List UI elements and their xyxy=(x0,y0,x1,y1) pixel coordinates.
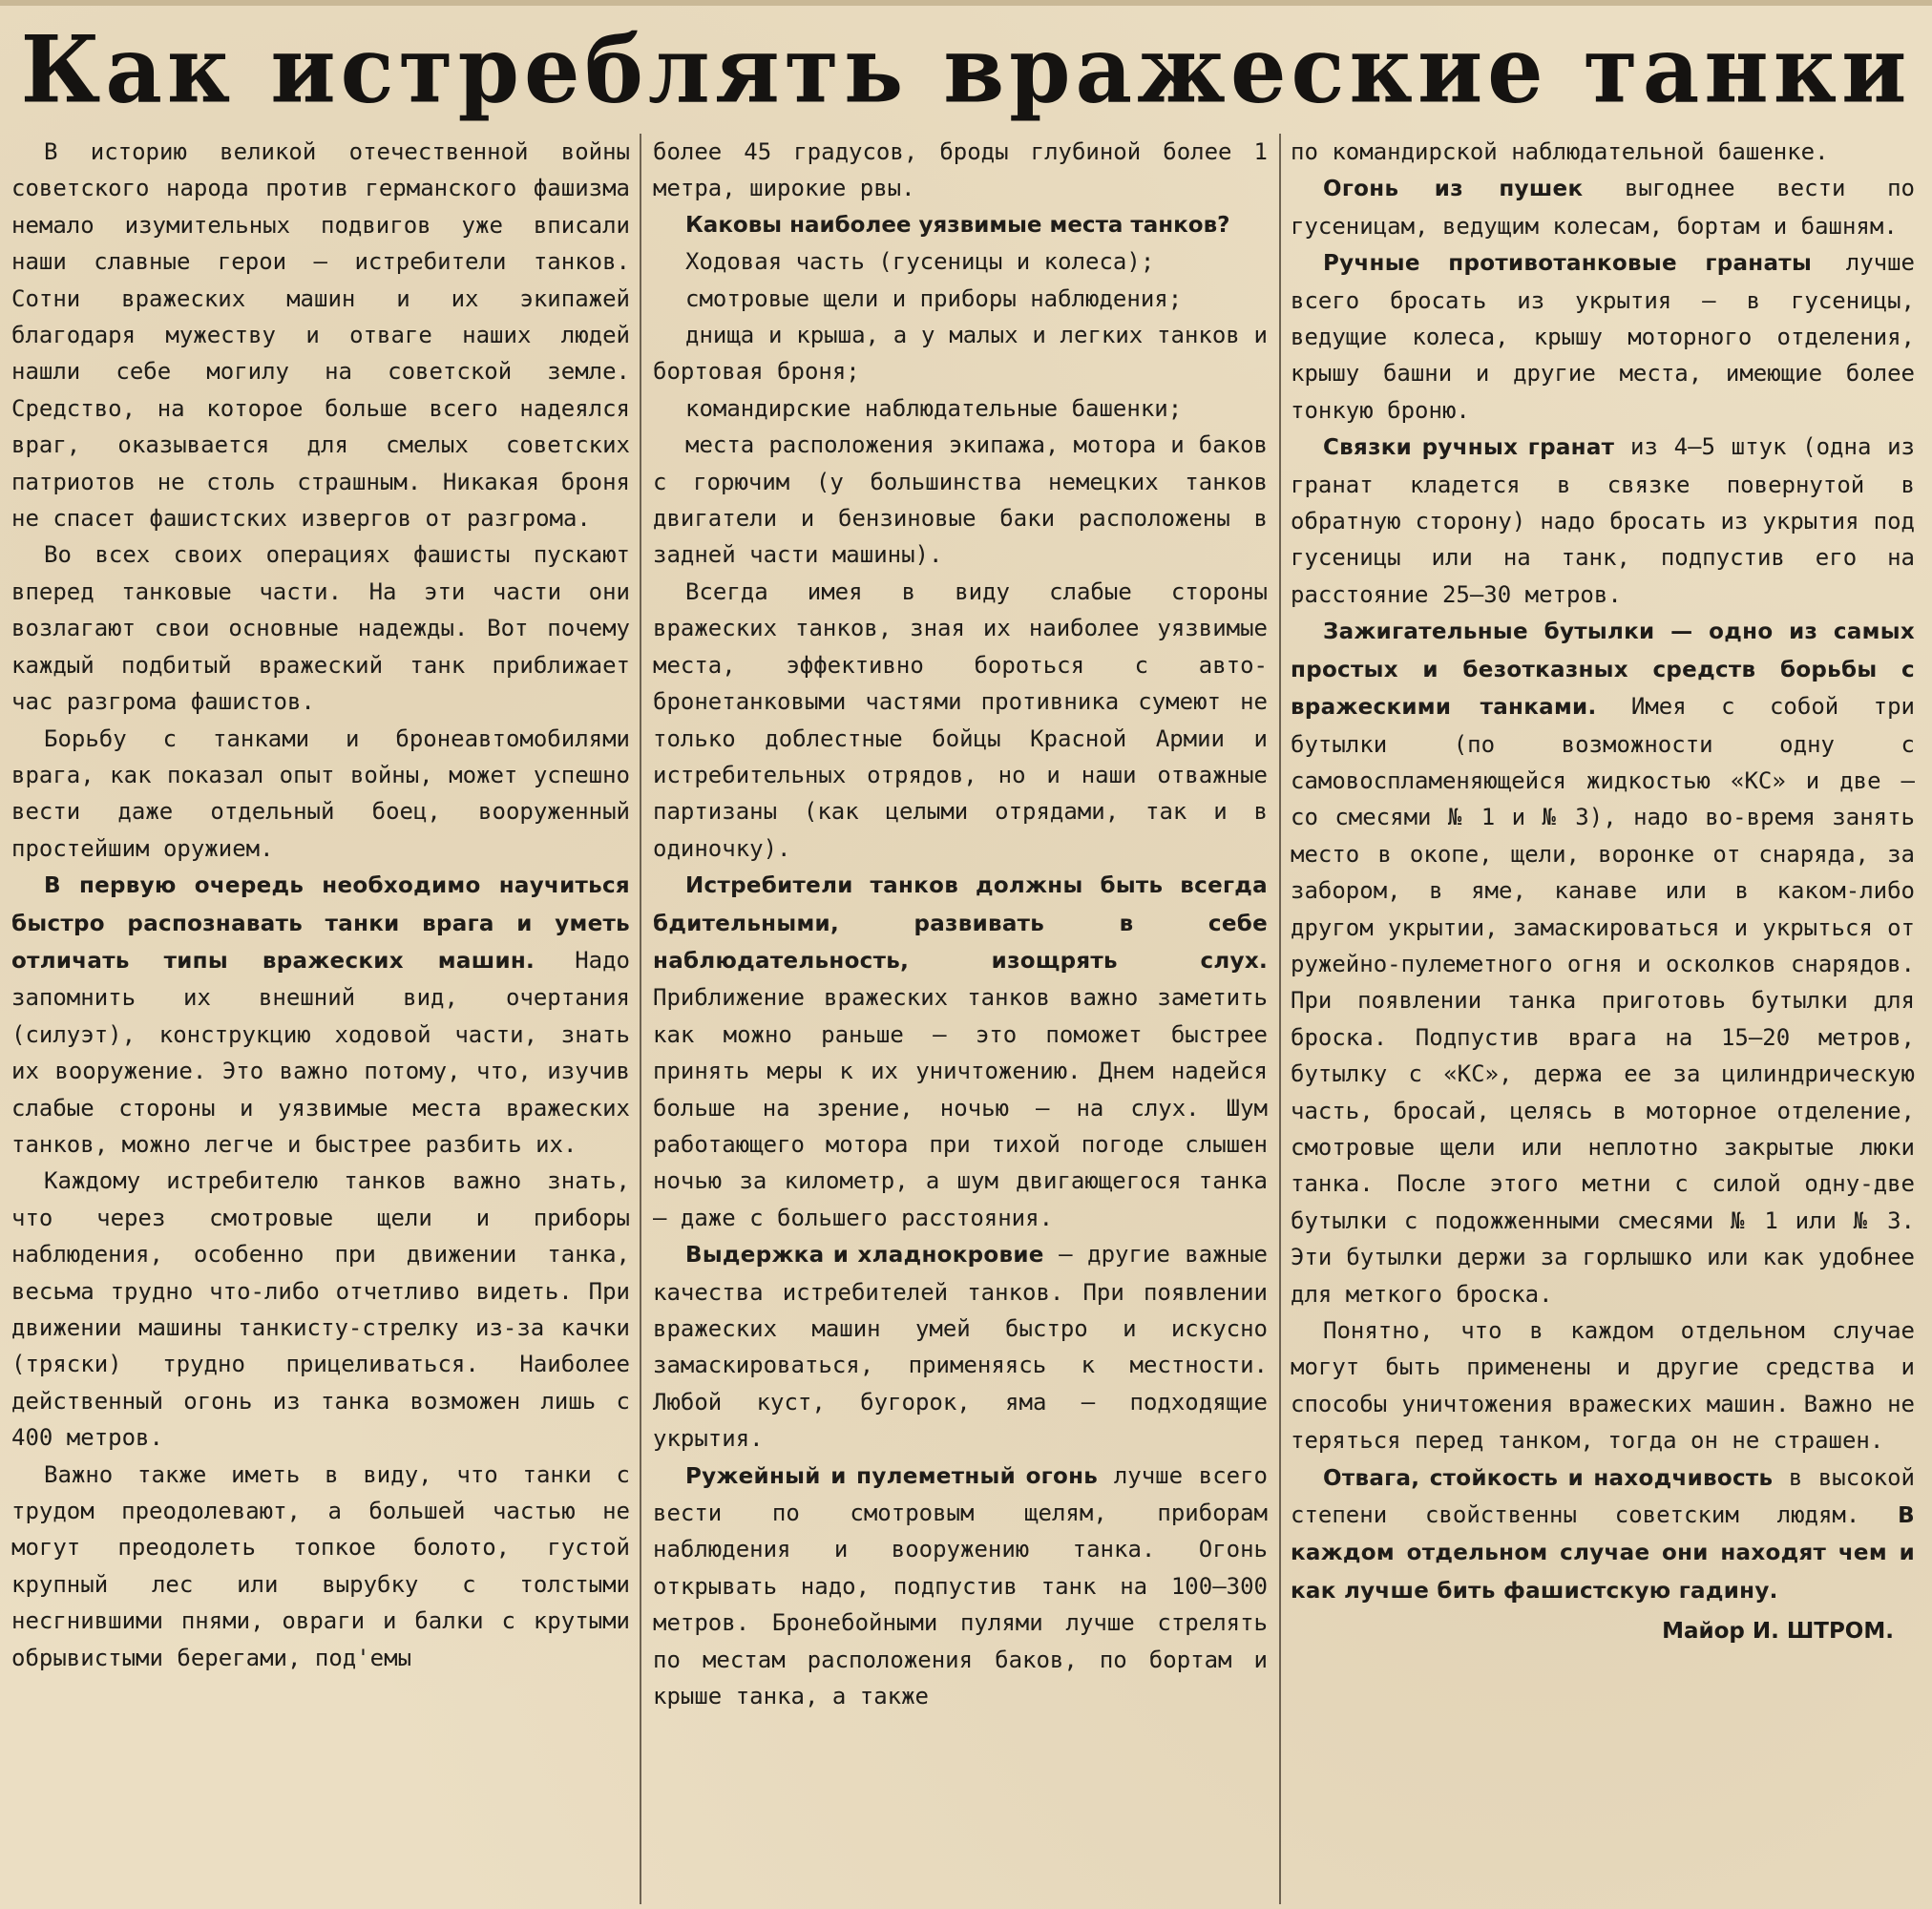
paragraph: по командирской наблюдательной башенке. xyxy=(1291,138,1829,165)
paragraph: Во всех своих операциях фашисты пускают вперед танковые части. На эти части они возлагают свои основные надежды. Вот почему каждый подбитый вражеский танк приближает час разгрома фашистов. xyxy=(11,541,630,716)
paragraph-text: выгоднее вести по гусеницам, ведущим колесам, бортам и башням. xyxy=(1291,175,1915,240)
paragraph: Борьбу с танками и бронеавтомобилями врага, как показал опыт войны, может успешно вести даже отдельный боец, вооруженный простейшим оружием. xyxy=(11,724,630,862)
bold-lead: В первую очередь необходимо научиться быстро распознавать танки врага и уметь отличать типы вражеских машин. xyxy=(11,873,630,974)
paragraph-text: из 4—5 штук (одна из гранат кладется в связке повернутой в обратную сторону) надо бросать из укрытия под гусеницы или на танк, подпустив его на расстояние 25—30 метров. xyxy=(1291,433,1915,608)
paragraph: Каждому истребителю танков важно знать, что через смотровые щели и приборы наблюдения, особенно при движении танка, весьма трудно что-либо отчетливо видеть. При движении машины танкисту-стрелку из-за качки (тряски) трудно прицеливаться. Наиболее действенный огонь из танка возможен лишь с 400 метров. xyxy=(11,1167,630,1452)
paragraph xyxy=(1291,429,1915,613)
column-divider xyxy=(1279,134,1281,1904)
paragraph-text: Приближение вражеских танков важно заметить как можно раньше — это поможет быстрее принять меры к их уничтожению. Днем надейся больше на зрение, ночью — на слух. Шум работающего мотора при тихой погоде слышен ночью за километр, а шум двигающегося танка — даже с большего расстояния. xyxy=(653,984,1268,1231)
paragraph-text: лучше всего бросать из укрытия — в гусеницы, ведущие колеса, крышу моторного отделения, крышу башни и другие места, имеющие более тонкую броню. xyxy=(1291,249,1915,424)
paragraph xyxy=(1291,170,1915,244)
paragraph-text: Надо запомнить их внешний вид, очертания (силуэт), конструкцию ходовой части, знать их вооружение. Это важно потому, что, изучив слабые стороны и уязвимые места вражеских танков, можно легче и быстрее разбить их. xyxy=(11,946,630,1158)
bold-lead: Ружейный и пулеметный огонь xyxy=(685,1463,1099,1489)
bold-lead: Связки ручных гранат xyxy=(1323,435,1615,461)
paragraph-text: — другие важные качества истребителей танков. При появлении вражеских машин умей быстро и искусно замаскироваться, применяясь к местности. Любой куст, бугорок, яма — подходящие укрытия. xyxy=(653,1241,1268,1453)
subheading: Каковы наиболее уязвимые места танков? xyxy=(685,212,1230,238)
article-headline: Как истреблять вражеские танки xyxy=(20,15,1912,124)
paragraph: Понятно, что в каждом отдельном случае могут быть применены и другие средства и способы уничтожения вражеских машин. Важно не теряться перед танком, тогда он не страшен. xyxy=(1291,1317,1915,1455)
paragraph xyxy=(11,867,630,1163)
column-divider xyxy=(640,134,641,1904)
paragraph xyxy=(1291,244,1915,429)
author-signature: Майор И. ШТРОМ. xyxy=(1662,1619,1894,1645)
bold-lead: Огонь из пушек xyxy=(1323,177,1584,202)
paragraph xyxy=(653,1236,1268,1457)
paragraph xyxy=(1291,613,1915,1312)
column-1 xyxy=(11,134,630,1904)
bold-lead: Отвага, стойкость и находчивость xyxy=(1323,1465,1774,1491)
paragraph xyxy=(653,867,1268,1236)
paragraph xyxy=(1291,1459,1915,1610)
paragraph: Важно также иметь в виду, что танки с трудом преодолевают, а большей частью не могут преодолеть топкое болото, густой крупный лес или вырубку с толстыми несгнившими пнями, овраги и балки с крутыми обрывистыми берегами, под'емы xyxy=(11,1460,630,1671)
paragraph: более 45 градусов, броды глубиной более 1 метра, широкие рвы. xyxy=(653,138,1268,202)
article-body xyxy=(0,134,1932,1909)
list-item: места расположения экипажа, мотора и баков с горючим (у большинства немецких танков двигатели и бензиновые баки расположены в задней части машины). xyxy=(653,431,1268,569)
paragraph: В историю великой отечественной войны советского народа против германского фашизма немало изумительных подвигов уже вписали наши славные герои — истребители танков. Сотни вражеских машин и их экипажей благодаря мужеству и отваге наших людей нашли себе могилу на советской земле. Средство, на которое больше всего надеялся враг, оказывается для смелых советских патриотов не столь страшным. Никакая броня не спасет фашистских извергов от разгрома. xyxy=(11,138,630,533)
paragraph-text: в высокой степени свойственны советским людям. xyxy=(1291,1463,1915,1529)
list-item: днища и крыша, а у малых и легких танков и бортовая броня; xyxy=(653,322,1268,386)
paragraph: Всегда имея в виду слабые стороны вражеских танков, зная их наиболее уязвимые места, эффективно бороться с авто-бронетанковыми частями противника сумеют не только доблестные бойцы Красной Армии и истребительных отрядов, но и наши отважные партизаны (как целыми отрядами, так и в одиночку). xyxy=(653,577,1268,862)
column-2 xyxy=(653,134,1268,1904)
column-3 xyxy=(1291,134,1915,1904)
bold-lead: Зажигательные бутылки — одно из самых простых и безотказных средств борьбы с вражескими танками. xyxy=(1291,619,1915,721)
paragraph-text: Имея с собой три бутылки (по возможности одну с самовоспламеняющейся жидкостью «КС» и две — со смесями № 1 и № 3), надо во-время занять место в окопе, щели, воронке от снаряда, за забором, в яме, канаве или в каком-либо другом укрытии, замаскироваться и укрыться от ружейно-пулеметного огня и осколков снарядов. При появлении танка приготовь бутылки для броска. Подпустив врага на 15—20 метров, бутылку с «КС», держа ее за цилиндрическую часть, бросай, целясь в моторное отделение, смотровые щели или неплотно закрытые люки танка. После этого метни с силой одну-две бутылки с подожженными смесями № 1 или № 3. Эти бутылки держи за горлышко или как удобнее для меткого броска. xyxy=(1291,693,1915,1308)
list-item: смотровые щели и приборы наблюдения; xyxy=(685,284,1183,312)
bold-lead: Выдержка и хладнокровие xyxy=(685,1243,1044,1269)
list-item: Ходовая часть (гусеницы и колеса); xyxy=(685,248,1155,276)
paragraph-text: лучше всего вести по смотровым щелям, приборам наблюдения и вооружению танка. Огонь открывать надо, подпустив танк на 100—300 метров. Бронебойными пулями лучше стрелять по местам расположения баков, по бортам и крыше танка, а также xyxy=(653,1461,1268,1710)
top-border xyxy=(0,0,1932,6)
bold-lead: Ручные противотанковые гранаты xyxy=(1323,251,1813,277)
bold-lead: Истребители танков должны быть всегда бдительными, развивать в себе наблюдательность, изощрять слух. xyxy=(653,873,1268,974)
paragraph xyxy=(653,1458,1268,1715)
list-item: командирские наблюдательные башенки; xyxy=(685,394,1183,422)
bold-lead: В каждом отдельном случае они находят чем и как лучше бить фашистскую гадину. xyxy=(1291,1503,1915,1604)
